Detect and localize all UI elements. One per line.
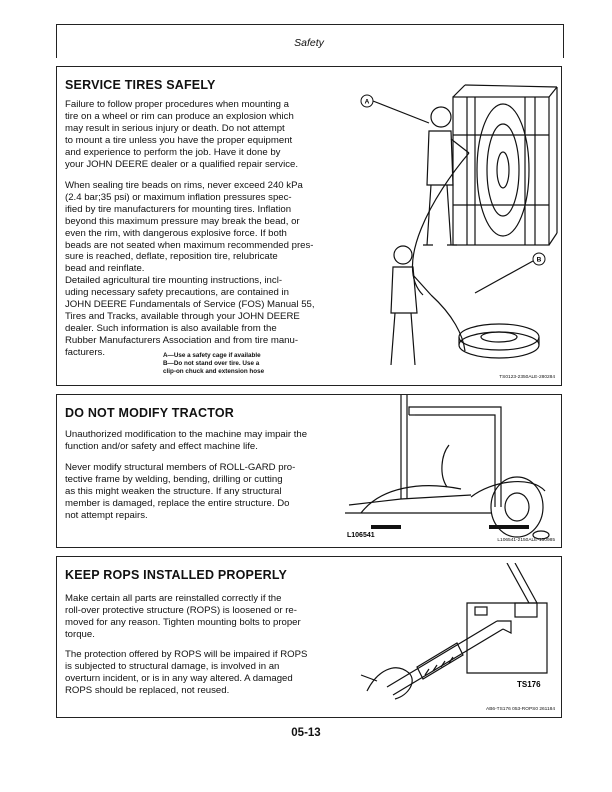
paragraph xyxy=(65,462,295,522)
text-line: bead and reinflate. xyxy=(65,263,145,275)
callout-b-label: B xyxy=(536,256,542,264)
text-line: Tires and Tracks, available through your JOHN DEERE xyxy=(65,310,300,322)
text-line: member is damaged, replace the entire structure. Do xyxy=(65,497,290,509)
caption-line: clip-on chuck and extension hose xyxy=(163,368,265,375)
text-line: JOHN DEERE Fundamentals of Service (FOS) Manual 55, xyxy=(65,299,315,311)
caption-line: B—Do not stand over tire. Use a xyxy=(163,360,260,367)
image-code: L106541-2150ALE-150985 xyxy=(497,538,555,543)
text-line: sure is reached, deflate, reposition tire, relubricate xyxy=(65,251,278,263)
text-line: moved for any reason. Tighten mounting bolts to proper xyxy=(65,616,301,628)
caption-line: A—Use a safety cage if available xyxy=(163,352,261,359)
text-line: overturn incident, or is in any way altered. A damaged xyxy=(65,672,293,684)
paragraph xyxy=(65,429,307,453)
text-line: Never modify structural members of ROLL-GARD pro- xyxy=(65,462,296,473)
text-line: ified by tire manufacturers for mounting tires. Inflation xyxy=(65,203,292,215)
section-title: KEEP ROPS INSTALLED PROPERLY xyxy=(65,568,288,582)
paragraph xyxy=(65,593,301,641)
image-code: TS0123-2350ALE-280284 xyxy=(499,375,555,380)
image-label: TS176 xyxy=(517,680,541,689)
text-line: beyond this maximum pressure may break the bead, or xyxy=(65,215,300,227)
tire-safety-illustration xyxy=(353,75,559,375)
text-line: tire on a wheel or rim can produce an explosion which xyxy=(65,110,294,122)
text-line: Rubber Manufacturers Association and from tire manu- xyxy=(65,334,299,346)
text-line: tective frame by welding, bending, drilling or cutting xyxy=(65,473,283,485)
text-line: (2.4 bar;35 psi) or maximum inflation pressures spec- xyxy=(65,191,292,203)
figure-caption xyxy=(163,352,264,376)
text-line: The protection offered by ROPS will be impaired if ROPS xyxy=(65,649,308,660)
text-line: beads are not seated when maximum recommended pres- xyxy=(65,239,314,251)
paragraph xyxy=(65,99,298,170)
text-line: dealer. Such information is also available from the xyxy=(65,322,277,334)
text-line: may result in serious injury or death. Do not attempt xyxy=(65,122,285,134)
image-code: AB6-TS176 053-ROPS0 261184 xyxy=(486,707,555,712)
text-line: function and/or safety and effect machine life. xyxy=(65,440,258,452)
page-header-title: Safety xyxy=(294,37,324,49)
section-keep-rops xyxy=(56,556,562,718)
text-line: to mount a tire unless you have the proper equipment xyxy=(65,134,293,146)
text-line: ROPS should be replaced, not reused. xyxy=(65,684,230,696)
text-line: even the rim, with dangerous explosive force. If both xyxy=(65,227,287,239)
text-line: Unauthorized modification to the machine may impair the xyxy=(65,429,308,440)
section-title: SERVICE TIRES SAFELY xyxy=(65,78,216,92)
text-line: roll-over protective structure (ROPS) is loosened or re- xyxy=(65,604,297,616)
paragraph xyxy=(65,649,307,697)
text-line: as this might weaken the structure. If any structural xyxy=(65,485,282,497)
text-line: not attempt repairs. xyxy=(65,509,148,521)
section-service-tires xyxy=(56,66,562,386)
text-line: and experience to perform the job. Have it done by xyxy=(65,146,281,158)
torque-wrench-illustration xyxy=(347,563,557,703)
section-title: DO NOT MODIFY TRACTOR xyxy=(65,406,235,420)
paragraph xyxy=(65,180,315,359)
section-do-not-modify xyxy=(56,394,562,548)
text-line: When sealing tire beads on rims, never exceed 240 kPa xyxy=(65,180,303,191)
text-line: uding necessary safety precautions, are contained in xyxy=(65,287,289,299)
page-number: 05-13 xyxy=(291,727,321,739)
image-label: L106541 xyxy=(347,532,375,539)
text-line: Failure to follow proper procedures when mounting a xyxy=(65,99,289,110)
text-line: Make certain all parts are reinstalled correctly if the xyxy=(65,593,282,604)
text-line: Detailed agricultural tire mounting instructions, incl- xyxy=(65,275,283,287)
tractor-rops-illustration xyxy=(341,395,557,543)
text-line: your JOHN DEERE dealer or a qualified repair service. xyxy=(65,158,299,170)
text-line: facturers. xyxy=(65,346,105,358)
text-line: torque. xyxy=(65,628,95,640)
text-line: is subjected to structural damage, is involved in an xyxy=(65,660,280,672)
callout-a-label: A xyxy=(364,98,370,106)
